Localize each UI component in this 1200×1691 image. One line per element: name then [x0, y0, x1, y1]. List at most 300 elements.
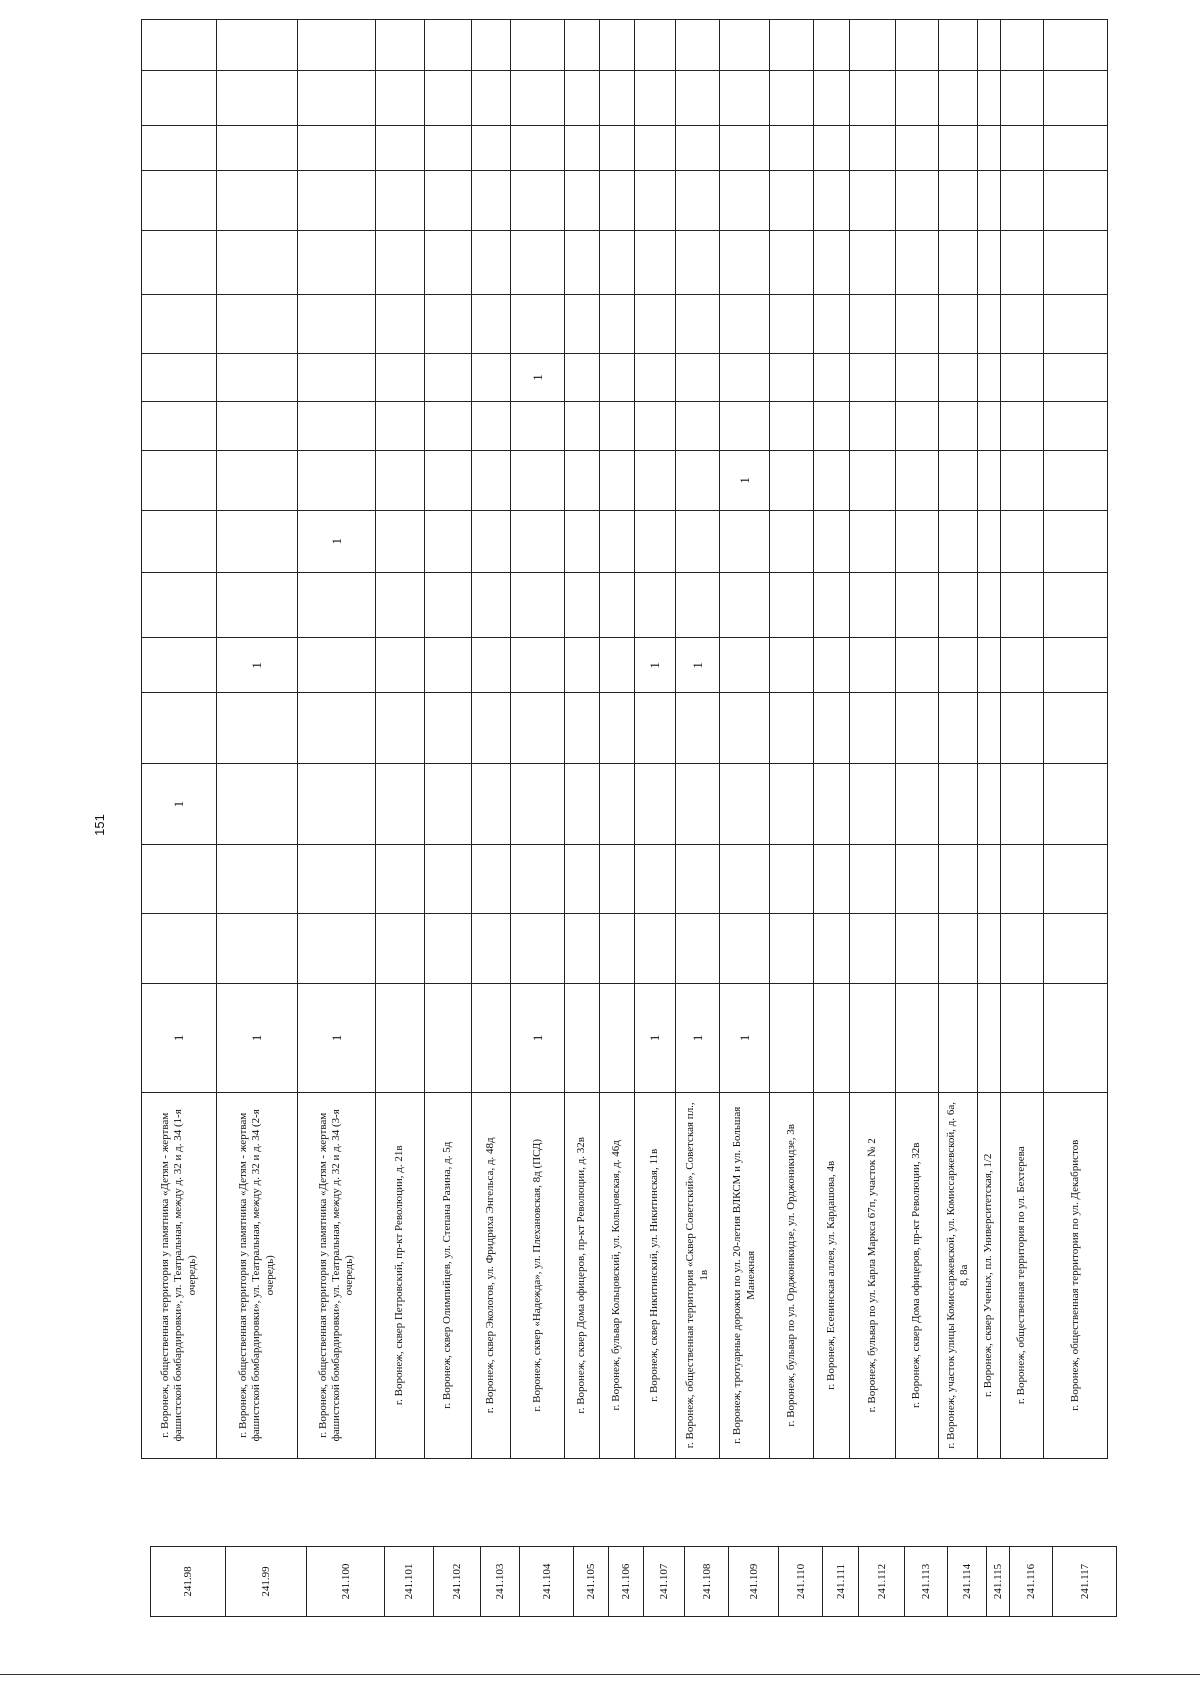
mark-cell — [978, 638, 1001, 693]
row-number-row — [385, 1547, 434, 1617]
table-row — [814, 20, 850, 1459]
mark-cell — [814, 572, 850, 638]
address-cell: г. Воронеж, общественная территория у памятника «Детям - жертвам фашистской бомбардировки», ул. Театральная, между д. 32 и д. 34 (3-я очередь) — [298, 1092, 376, 1458]
row-number-cell: 241.103 — [481, 1547, 520, 1617]
mark-cell — [635, 71, 676, 126]
mark-cell — [511, 510, 565, 572]
address-cell: г. Воронеж, общественная территория по ул. Бехтерева — [1001, 1092, 1044, 1458]
mark-cell — [217, 353, 298, 402]
mark-cell — [978, 693, 1001, 764]
mark-cell — [1044, 510, 1108, 572]
row-number-row — [779, 1547, 823, 1617]
mark-cell — [298, 295, 376, 353]
mark-cell — [600, 763, 635, 845]
mark-cell — [676, 451, 720, 511]
mark-cell — [978, 510, 1001, 572]
mark-cell — [142, 230, 217, 295]
row-number-row — [644, 1547, 685, 1617]
mark-cell — [511, 126, 565, 171]
mark-cell: 1 — [635, 638, 676, 693]
mark-cell — [1044, 20, 1108, 71]
mark-cell — [511, 913, 565, 984]
mark-cell: 1 — [720, 984, 770, 1092]
mark-cell — [425, 845, 472, 913]
mark-cell — [978, 230, 1001, 295]
mark-cell — [770, 353, 814, 402]
mark-cell — [850, 572, 896, 638]
mark-cell — [770, 763, 814, 845]
row-number-cell: 241.109 — [729, 1547, 779, 1617]
table-row — [635, 20, 676, 1459]
mark-cell — [472, 845, 511, 913]
mark-cell — [814, 451, 850, 511]
mark-cell — [850, 763, 896, 845]
mark-cell — [1044, 638, 1108, 693]
mark-cell — [565, 230, 600, 295]
mark-cell — [425, 402, 472, 451]
mark-cell — [142, 126, 217, 171]
mark-cell — [217, 295, 298, 353]
mark-cell — [472, 171, 511, 231]
address-cell: г. Воронеж, сквер Дома офицеров, пр-кт Революции, 32в — [896, 1092, 939, 1458]
mark-cell — [376, 984, 425, 1092]
mark-cell — [676, 693, 720, 764]
mark-cell — [814, 20, 850, 71]
mark-cell — [217, 572, 298, 638]
mark-cell — [850, 353, 896, 402]
mark-cell — [635, 763, 676, 845]
mark-cell — [896, 510, 939, 572]
mark-cell — [814, 638, 850, 693]
mark-cell — [720, 638, 770, 693]
mark-cell — [600, 510, 635, 572]
mark-cell: 1 — [298, 510, 376, 572]
mark-cell — [635, 126, 676, 171]
mark-cell — [217, 693, 298, 764]
row-number-row — [574, 1547, 609, 1617]
mark-cell — [298, 126, 376, 171]
mark-cell — [565, 763, 600, 845]
mark-cell — [425, 20, 472, 71]
mark-cell — [425, 638, 472, 693]
mark-cell — [600, 20, 635, 71]
mark-cell — [896, 126, 939, 171]
mark-cell — [770, 230, 814, 295]
mark-cell — [425, 693, 472, 764]
mark-cell — [1044, 845, 1108, 913]
mark-cell — [511, 230, 565, 295]
mark-cell — [376, 845, 425, 913]
mark-cell — [635, 20, 676, 71]
mark-cell — [1001, 126, 1044, 171]
mark-cell — [814, 763, 850, 845]
mark-cell — [472, 572, 511, 638]
mark-cell — [770, 638, 814, 693]
mark-cell — [939, 451, 978, 511]
mark-cell — [676, 402, 720, 451]
mark-cell — [978, 845, 1001, 913]
mark-cell — [472, 126, 511, 171]
mark-cell — [939, 913, 978, 984]
mark-cell — [1044, 451, 1108, 511]
row-number-row — [226, 1547, 307, 1617]
mark-cell — [142, 913, 217, 984]
mark-cell — [770, 402, 814, 451]
mark-cell — [472, 402, 511, 451]
mark-cell — [376, 510, 425, 572]
mark-cell — [511, 295, 565, 353]
mark-cell — [142, 693, 217, 764]
mark-cell — [896, 913, 939, 984]
mark-cell — [770, 295, 814, 353]
mark-cell — [425, 353, 472, 402]
mark-cell — [939, 984, 978, 1092]
mark-cell — [814, 693, 850, 764]
row-number-row — [685, 1547, 729, 1617]
mark-cell: 1 — [142, 763, 217, 845]
mark-cell: 1 — [298, 984, 376, 1092]
mark-cell — [814, 230, 850, 295]
mark-cell — [600, 693, 635, 764]
mark-cell — [217, 451, 298, 511]
mark-cell — [511, 402, 565, 451]
mark-cell — [720, 913, 770, 984]
mark-cell — [600, 451, 635, 511]
mark-cell — [472, 451, 511, 511]
mark-cell — [978, 763, 1001, 845]
mark-cell — [939, 126, 978, 171]
mark-cell — [720, 353, 770, 402]
mark-cell — [1001, 693, 1044, 764]
mark-cell — [939, 71, 978, 126]
address-cell: г. Воронеж, участок улицы Комиссаржевской, ул. Комиссаржевской, д. 6а, 8, 8а — [939, 1092, 978, 1458]
mark-cell — [565, 845, 600, 913]
mark-cell — [472, 693, 511, 764]
row-number-cell: 241.104 — [520, 1547, 574, 1617]
mark-cell — [770, 71, 814, 126]
mark-cell — [565, 984, 600, 1092]
mark-cell — [939, 510, 978, 572]
mark-cell — [635, 845, 676, 913]
table-row — [896, 20, 939, 1459]
mark-cell — [298, 638, 376, 693]
mark-cell — [142, 353, 217, 402]
mark-cell — [676, 845, 720, 913]
mark-cell — [1001, 71, 1044, 126]
address-cell: г. Воронеж, общественная территория «Сквер Советский», Советская пл., 1в — [676, 1092, 720, 1458]
mark-cell — [896, 451, 939, 511]
mark-cell — [142, 402, 217, 451]
row-number-cell: 241.98 — [151, 1547, 226, 1617]
mark-cell — [814, 295, 850, 353]
mark-cell — [511, 171, 565, 231]
mark-cell — [850, 20, 896, 71]
mark-cell — [676, 20, 720, 71]
mark-cell — [896, 295, 939, 353]
table-row — [1001, 20, 1044, 1459]
mark-cell — [600, 353, 635, 402]
mark-cell — [298, 845, 376, 913]
mark-cell — [565, 913, 600, 984]
table-row — [850, 20, 896, 1459]
mark-cell — [850, 71, 896, 126]
mark-cell — [425, 572, 472, 638]
mark-cell — [850, 913, 896, 984]
mark-cell — [978, 171, 1001, 231]
page-bottom-rule — [0, 1674, 1200, 1675]
row-number-cell: 241.115 — [987, 1547, 1010, 1617]
mark-cell — [896, 845, 939, 913]
mark-cell — [565, 71, 600, 126]
mark-cell — [376, 402, 425, 451]
mark-cell — [600, 913, 635, 984]
mark-cell — [425, 171, 472, 231]
mark-cell — [896, 763, 939, 845]
mark-cell — [896, 353, 939, 402]
mark-cell — [720, 71, 770, 126]
mark-cell — [142, 171, 217, 231]
mark-cell — [565, 510, 600, 572]
row-number-row — [609, 1547, 644, 1617]
mark-cell — [1001, 451, 1044, 511]
address-cell: г. Воронеж, общественная территория у памятника «Детям - жертвам фашистской бомбардировки», ул. Театральная, между д. 32 и д. 34 (2-я очередь) — [217, 1092, 298, 1458]
mark-cell — [896, 20, 939, 71]
mark-cell — [1044, 572, 1108, 638]
mark-cell: 1 — [676, 984, 720, 1092]
mark-cell — [425, 984, 472, 1092]
mark-cell — [896, 230, 939, 295]
mark-cell — [770, 693, 814, 764]
mark-cell — [425, 295, 472, 353]
mark-cell — [1044, 693, 1108, 764]
mark-cell — [217, 20, 298, 71]
mark-cell — [939, 845, 978, 913]
mark-cell — [635, 913, 676, 984]
mark-cell — [425, 763, 472, 845]
mark-cell — [770, 913, 814, 984]
mark-cell — [1044, 295, 1108, 353]
mark-cell — [1044, 353, 1108, 402]
mark-cell: 1 — [720, 451, 770, 511]
row-number-row — [481, 1547, 520, 1617]
mark-cell — [720, 402, 770, 451]
mark-cell — [376, 638, 425, 693]
mark-cell — [1001, 171, 1044, 231]
mark-cell — [472, 353, 511, 402]
mark-cell — [676, 353, 720, 402]
mark-cell — [978, 71, 1001, 126]
mark-cell: 1 — [635, 984, 676, 1092]
mark-cell — [511, 572, 565, 638]
address-cell: г. Воронеж, общественная территория по ул. Декабристов — [1044, 1092, 1108, 1458]
mark-cell — [376, 171, 425, 231]
row-number-cell: 241.106 — [609, 1547, 644, 1617]
mark-cell: 1 — [511, 984, 565, 1092]
mark-cell — [298, 913, 376, 984]
mark-cell — [298, 451, 376, 511]
row-number-cell: 241.108 — [685, 1547, 729, 1617]
mark-cell — [376, 572, 425, 638]
mark-cell — [978, 451, 1001, 511]
mark-cell — [376, 913, 425, 984]
mark-cell: 1 — [217, 638, 298, 693]
address-cell: г. Воронеж, тротуарные дорожки по ул. 20-летия ВЛКСМ и ул. Большая Манежная — [720, 1092, 770, 1458]
mark-cell — [1044, 913, 1108, 984]
mark-cell — [676, 572, 720, 638]
address-cell: г. Воронеж, Есенинская аллея, ул. Кардашова, 4в — [814, 1092, 850, 1458]
mark-cell — [142, 510, 217, 572]
table-row — [1044, 20, 1108, 1459]
mark-cell — [565, 353, 600, 402]
mark-cell — [217, 171, 298, 231]
row-number-cell: 241.112 — [859, 1547, 905, 1617]
mark-cell — [600, 572, 635, 638]
mark-cell — [376, 693, 425, 764]
row-number-cell: 241.100 — [307, 1547, 385, 1617]
mark-cell — [565, 693, 600, 764]
mark-cell — [850, 295, 896, 353]
mark-cell — [1001, 230, 1044, 295]
mark-cell — [939, 572, 978, 638]
mark-cell — [814, 126, 850, 171]
mark-cell — [978, 20, 1001, 71]
mark-cell — [376, 230, 425, 295]
mark-cell — [376, 295, 425, 353]
mark-cell — [939, 171, 978, 231]
mark-cell — [425, 451, 472, 511]
mark-cell — [814, 353, 850, 402]
mark-cell — [565, 451, 600, 511]
mark-cell — [376, 126, 425, 171]
table-row — [142, 20, 217, 1459]
mark-cell — [676, 126, 720, 171]
mark-cell — [939, 295, 978, 353]
row-number-cell: 241.102 — [434, 1547, 481, 1617]
mark-cell — [511, 763, 565, 845]
mark-cell — [978, 295, 1001, 353]
mark-cell — [511, 451, 565, 511]
address-cell: г. Воронеж, сквер «Надежда», ул. Плехановская, 8д (ПСД) — [511, 1092, 565, 1458]
mark-cell — [939, 230, 978, 295]
mark-cell — [511, 693, 565, 764]
mark-cell — [676, 763, 720, 845]
mark-cell — [850, 451, 896, 511]
mark-cell — [298, 20, 376, 71]
mark-cell — [676, 230, 720, 295]
mark-cell — [770, 845, 814, 913]
mark-cell — [298, 402, 376, 451]
mark-cell — [939, 353, 978, 402]
mark-cell — [511, 845, 565, 913]
mark-cell — [814, 913, 850, 984]
table-row — [676, 20, 720, 1459]
mark-cell — [850, 126, 896, 171]
mark-cell — [850, 402, 896, 451]
row-number-cell: 241.107 — [644, 1547, 685, 1617]
mark-cell — [217, 913, 298, 984]
mark-cell — [720, 20, 770, 71]
row-number-row — [520, 1547, 574, 1617]
mark-cell — [720, 295, 770, 353]
mark-cell — [376, 71, 425, 126]
row-number-row — [151, 1547, 226, 1617]
mark-cell — [298, 230, 376, 295]
row-number-row — [859, 1547, 905, 1617]
mark-cell — [472, 638, 511, 693]
row-number-cell: 241.117 — [1053, 1547, 1117, 1617]
mark-cell — [511, 71, 565, 126]
mark-cell — [720, 230, 770, 295]
mark-cell — [1044, 126, 1108, 171]
mark-cell — [720, 126, 770, 171]
mark-cell — [600, 845, 635, 913]
mark-cell — [1001, 845, 1044, 913]
table-row — [472, 20, 511, 1459]
mark-cell — [676, 295, 720, 353]
address-cell: г. Воронеж, сквер Ученых, пл. Университетская, 1/2 — [978, 1092, 1001, 1458]
mark-cell — [896, 984, 939, 1092]
mark-cell — [978, 984, 1001, 1092]
mark-cell — [896, 572, 939, 638]
address-cell: г. Воронеж, общественная территория у памятника «Детям - жертвам фашистской бомбардировки», ул. Театральная, между д. 32 и д. 34 (1-я очередь) — [142, 1092, 217, 1458]
mark-cell — [472, 71, 511, 126]
mark-cell — [472, 984, 511, 1092]
mark-cell — [978, 402, 1001, 451]
address-cell: г. Воронеж, сквер Никитинский, ул. Никитинская, 11в — [635, 1092, 676, 1458]
mark-cell — [376, 20, 425, 71]
mark-cell — [217, 71, 298, 126]
mark-cell — [939, 20, 978, 71]
mark-cell — [635, 171, 676, 231]
mark-cell — [472, 913, 511, 984]
row-number-cell: 241.99 — [226, 1547, 307, 1617]
mark-cell — [1001, 638, 1044, 693]
mark-cell — [298, 171, 376, 231]
mark-cell — [376, 763, 425, 845]
mark-cell — [298, 353, 376, 402]
mark-cell — [770, 984, 814, 1092]
mark-cell — [298, 763, 376, 845]
mark-cell — [472, 295, 511, 353]
mark-cell — [676, 913, 720, 984]
table-row — [511, 20, 565, 1459]
mark-cell — [376, 353, 425, 402]
mark-cell — [217, 402, 298, 451]
mark-cell — [770, 572, 814, 638]
table-row — [600, 20, 635, 1459]
mark-cell — [142, 638, 217, 693]
mark-cell — [565, 638, 600, 693]
mark-cell — [217, 510, 298, 572]
table-row — [978, 20, 1001, 1459]
mark-cell — [565, 295, 600, 353]
mark-cell: 1 — [676, 638, 720, 693]
objects-table — [141, 19, 1108, 1459]
mark-cell — [939, 693, 978, 764]
mark-cell — [939, 763, 978, 845]
mark-cell — [472, 510, 511, 572]
row-number-row — [1053, 1547, 1117, 1617]
mark-cell — [770, 126, 814, 171]
mark-cell — [720, 510, 770, 572]
row-number-row — [987, 1547, 1010, 1617]
mark-cell — [850, 845, 896, 913]
mark-cell — [217, 230, 298, 295]
mark-cell — [142, 295, 217, 353]
mark-cell — [814, 510, 850, 572]
table-row — [939, 20, 978, 1459]
mark-cell — [896, 171, 939, 231]
